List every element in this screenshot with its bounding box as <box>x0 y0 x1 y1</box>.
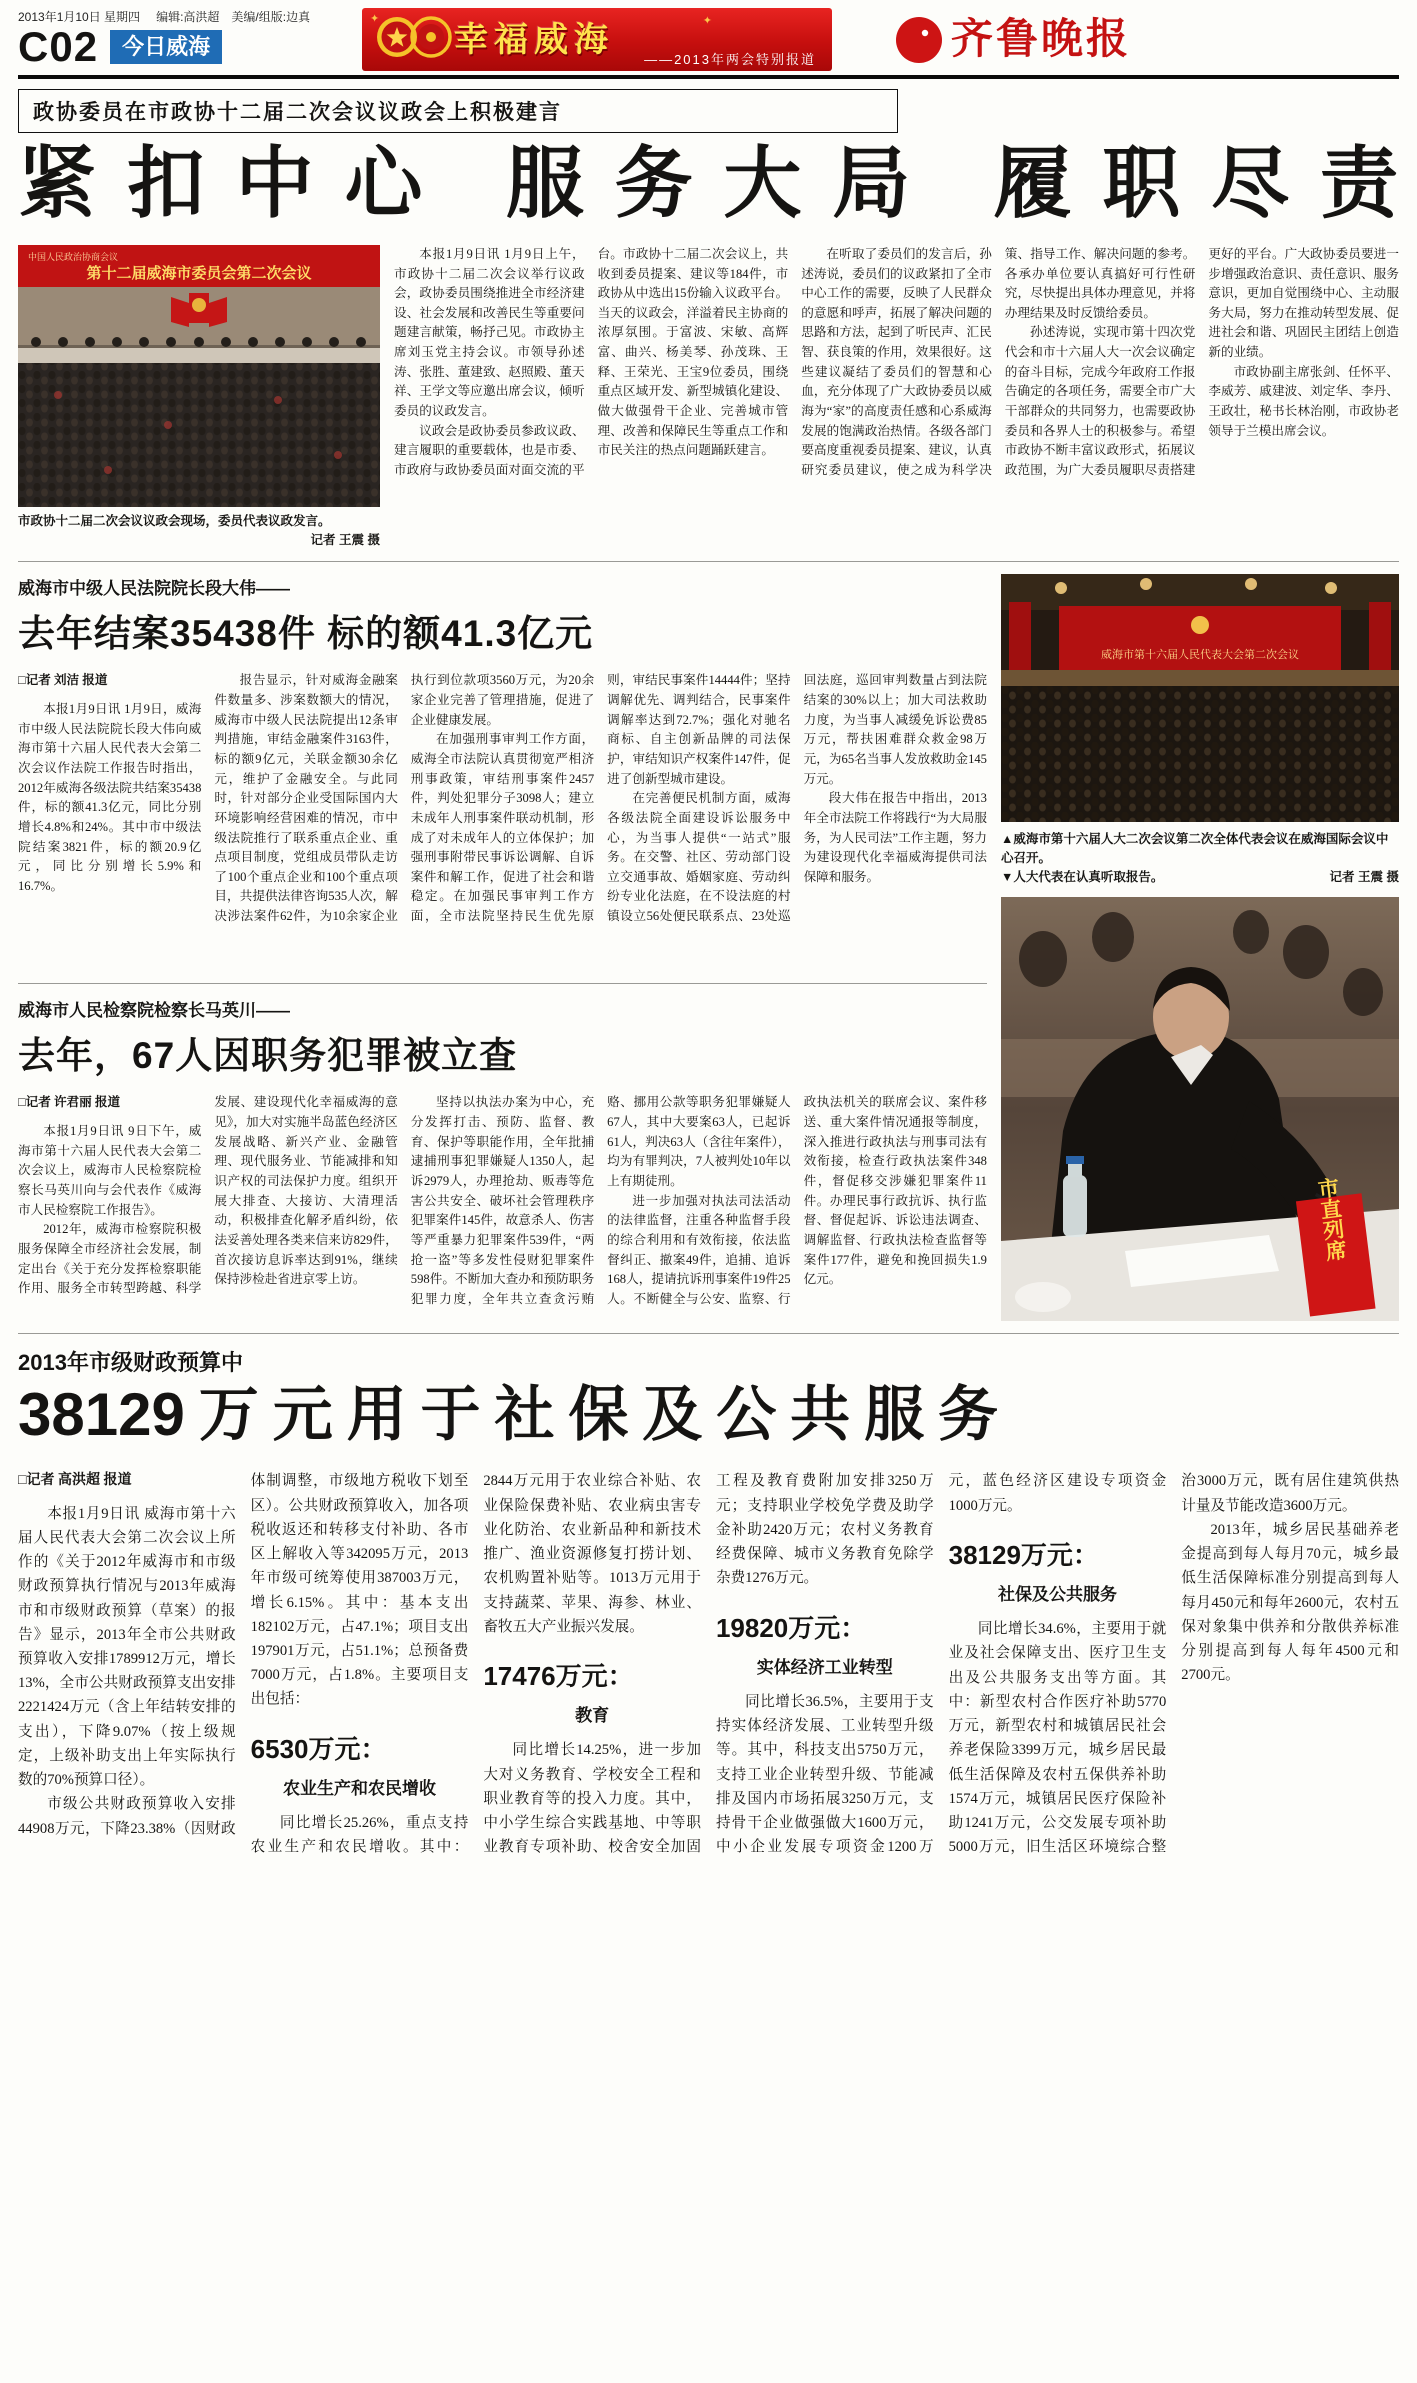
court-kicker: 威海市中级人民法院院长段大伟—— <box>18 579 290 599</box>
court-headline: 去年结案35438件 标的额41.3亿元 <box>18 613 594 655</box>
section-label: 今日威海 <box>110 30 222 64</box>
procuratorate-kicker: 威海市人民检察院检察长马英川—— <box>18 1001 290 1021</box>
budget-kicker: 2013年市级财政预算中 <box>18 1349 243 1375</box>
delegate-photo <box>1001 897 1399 1321</box>
sub-heading: 社保及公共服务 <box>997 1585 1117 1605</box>
section-divider <box>18 1333 1399 1334</box>
caption-text: 市政协十二届二次会议议政会现场，委员代表议政发言。 <box>18 513 331 528</box>
star-icon: ✦ <box>702 15 712 27</box>
procuratorate-article <box>18 996 987 1318</box>
masthead-left <box>18 8 348 71</box>
photo-credit: 记者 王震 摄 <box>310 532 380 547</box>
banner-emblems <box>376 16 444 58</box>
audience-crowd <box>18 363 380 507</box>
budget-article <box>18 1346 1399 2251</box>
banner-subtitle: ——2013年两会特别报道 <box>644 52 816 67</box>
body-paragraph: 本报1月9日讯 9日下午，威海市第十六届人民代表大会第二次会议上，威海市人民检察院检察长马英川向与会代表作《威海市人民检察院工作报告》。 <box>18 1124 202 1217</box>
body-paragraph: 在听取了委员们的发言后，孙述涛说，委员们的议政紧扣了全市中心工作的需要，反映了人民群众的意愿和呼声，拓展了解决问题的思路和方法，起到了听民声、汇民智、获良策的作用，效果很好。这些建议凝结了委员们的智慧和心血，充分体现了广大政协委员以威海为“家”的高度责任感和心系威海发展的饱满政治热情。各级各部门要高度重视委员提案、建议，认真研究委员建议，使之成为科学决策、指导工作、解决问题的参考。各承办单位要认真搞好可行性研究，尽快提出具体办理意见，并将办理结果及时反馈给委员。 <box>801 246 1196 477</box>
section-divider <box>18 983 987 984</box>
stage-banner-text: 威海市第十六届人民代表大会第二次会议 <box>1101 649 1299 662</box>
cppcc-session-photo <box>18 245 380 550</box>
npc-hall-photo-image <box>1001 574 1399 822</box>
body-paragraph: 本报1月9日讯 1月9日，威海市中级人民法院院长段大伟向威海市第十六届人民代表大会第二次会议作法院工作报告时指出，2012年威海各级法院共结案35438件，标的额41.3亿元，同比分别增长4.8%和24%。其中市中级法院结案3821件，标的额20.9亿元，同比分别增长5.9%和16.7%。 <box>18 702 202 893</box>
masthead-rule <box>18 75 1399 79</box>
delegate-photo-image <box>1001 897 1399 1321</box>
editors-credit: 编辑:高洪超 美编/组版:边真 <box>156 10 311 24</box>
budget-body-columns <box>18 1469 1399 1859</box>
logo-seal-icon <box>895 16 943 64</box>
byline: □记者 许君丽 报道 <box>18 1095 121 1110</box>
body-paragraph: 坚持以执法办案为中心，充分发挥打击、预防、监督、教育、保护等职能作用，全年批捕逮捕刑事犯罪嫌疑人1350人，起诉2979人，办理抢劫、贩毒等危害公共安全、破坏社会管理秩序犯罪案件145件，故意杀人、伤害等严重暴力犯罪案件539件，“两抢一盗”等多发性侵财犯罪案件598件。不断加大查办和预防职务犯罪力度，全年共立查贪污贿赂、挪用公款等职务犯罪嫌疑人67人，其中大要案63人，已起诉61人，判决63人（含往年案件），均为有罪判决，7人被判处10年以上有期徒刑。 <box>410 1095 791 1306</box>
sub-heading: 19820万元： <box>715 1612 867 1643</box>
body-paragraph: 市级公共财政预算收入安排44908万元，下降23.38%（因财政体制调整，市级地方税收下划至区）。公共财政预算收入，加各项税收返还和转移支付补助、各市区上解收入等342095万元，2013年市级可统筹使用387003万元，增长6.15%。其中：基本支出182102万元，占47.1%；项目支出197901万元，占51.1%；总预备费7000万元，占1.8%。主要项目支出包括： <box>18 1473 469 1837</box>
body-paragraph: 2013年，城乡居民基础养老金提高到每人每月70元，城乡最低生活保障标准分别提高到每人每月450元和每年2600元，农村五保对象集中供养和分散供养标准分别提高到每人每年4500元和2700元。 <box>1181 1521 1399 1684</box>
special-report-banner <box>362 8 832 71</box>
budget-headline: 38129万元用于社保及公共服务 <box>18 1380 998 1448</box>
dateline: 2013年1月10日 星期四 <box>18 10 141 24</box>
byline: □记者 刘洁 报道 <box>18 673 108 688</box>
body-paragraph: 报告显示，针对威海金融案件数量多、涉案数额大的情况，威海市中级人民法院提出12条审判措施，审结金融案件3163件，标的额9亿元，关联金额30余亿元，维护了金融安全。与此同时，针对部分企业受国际国内大环境影响经营困难的情况，市中级法院推行了联系重点企业、重点项目制度，党组成员带队走访了100个重点企业和100个重点项目，共提供法律咨询535人次，解决涉法案件62件，为10余家企业执行到位款项3560万元，为20余家企业完善了管理措施，促进了企业健康发展。 <box>214 673 595 924</box>
npc-hall-photo <box>1001 574 1399 822</box>
lead-headline: 紧扣中心 服务大局 履职尽责 <box>18 139 1399 227</box>
photo-banner-small: 中国人民政治协商会议 <box>28 251 119 262</box>
photo-caption-bottom: ▼人大代表在认真听取报告。 <box>1001 869 1164 884</box>
body-paragraph: 在加强刑事审判工作方面，威海全市法院认真贯彻宽严相济刑事政策，审结刑事案件2457件，判处犯罪分子3098人；建立未成年人刑事案件联动机制，形成了对未成年人的立体保护；加强刑事附带民事诉讼调解、自诉案件和解工作，促进了社会和谐稳定。在加强民事审判工作方面，全市法院坚持民生优先原则，审结民事案件14444件；坚持调解优先、调判结合，民事案件调解率达到72.7%；强化对驰名商标、自主创新品牌的司法保护，审结知识产权案件147件，促进了创新型城市建设。 <box>410 673 791 924</box>
banner-title: 幸福威海 <box>454 21 614 59</box>
procuratorate-body-columns <box>18 1093 987 1318</box>
body-paragraph: 孙述涛说，实现市第十四次党代会和市十六届人大一次会议确定的奋斗目标，完成今年政府工作报告确定的各项任务，需要全市广大干部群众的共同努力，也需要政协委员和各界人士的积极参与。希望市政协不断丰富议政形式，拓展议政范围，为广大委员履职尽责搭建更好的平台。广大政协委员要进一步增强政治意识、责任意识、服务意识，更加自觉围绕中心、主动服务大局，努力在推动转型发展、促进社会和谐、巩固民主团结上创造新的业绩。 <box>1004 246 1399 477</box>
right-photo-column <box>1001 574 1399 1320</box>
body-paragraph: 本报1月9日讯 1月9日上午，市政协十二届二次会议举行议政会，政协委员围绕推进全市经济建设、社会发展和改善民生等重要问题建言献策，畅抒己见。市政协主席刘玉党主持会议。市领导孙述涛、张胜、董建致、赵照殿、董天祥、王学文等应邀出席会议，倾听委员的议政发言。 <box>394 246 585 419</box>
sub-heading: 实体经济工业转型 <box>756 1657 893 1677</box>
placard-text: 市直列席 <box>1314 1175 1349 1262</box>
court-article <box>18 574 987 971</box>
body-paragraph: 进一步加强对执法司法活动的法律监督，注重各种监督手段的综合利用和有效衔接，依法监督纠正、撤案49件，追捕、追诉168人，提请抗诉刑事案件19件25人。不断健全与公安、监察、行政执法机关的联席会议、案件移送、重大案件情况通报等制度，深入推进行政执法与刑事司法有效衔接，检查行政执法案件348件，督促移交涉嫌犯罪案件11件。办理民事行政抗诉、执行监督、督促起诉、诉讼违法调查、调解监督、行政执法检查监督等案件177件，避免和挽回损失1.9亿元。 <box>607 1095 987 1306</box>
page-number: C02 <box>18 23 99 70</box>
body-paragraph: 议政会是政协委员参政议政、建言履职的重要载体，也是市委、市政府与政协委员面对面交流的平台。市政协十二届二次会议上，共收到委员提案、建议等184件，市政协从中选出15份输入议政平台。当天的议政会，洋溢着民主协商的浓厚氛围。于富波、宋敏、高辉富、曲兴、杨美琴、孙茂珠、王释、王荣光、王宝9位委员，围绕重点区域开发、新型城镇化建设、做大做强骨干企业、完善城市管理、改善和保障民生等重点工作和市民关注的热点问题踊跃建言。 <box>394 246 789 477</box>
cppcc-session-photo-image <box>18 245 380 507</box>
newspaper-name: 齐鲁晚报 <box>950 16 1131 63</box>
byline: □记者 高洪超 报道 <box>18 1473 132 1489</box>
lead-kicker: 政协委员在市政协十二届二次会议议政会上积极建言 <box>18 89 898 133</box>
body-paragraph: 同比增长14.25%，进一步加大对义务教育、学校安全工程和职业教育等的投入力度。其中，中小学生综合实践基地、中等职业教育专项补助、校舍安全加固工程及教育费附加安排3250万元；支持职业学校免学费及助学金补助2420万元；农村义务教育经费保障、城市义务教育免除学杂费1276万元。 <box>483 1473 934 1856</box>
newspaper-logo <box>846 8 1131 71</box>
body-paragraph: 同比增长36.5%，主要用于支持实体经济发展、工业转型升级等。其中，科技支出5750万元，支持工业企业转型升级、节能减排及国内市场拓展3250万元，支持骨干企业做强做大1600万元，中小企业发展专项资金1200万元，蓝色经济区建设专项资金1000万元。 <box>715 1473 1167 1856</box>
cppcc-emblem-icon <box>410 16 452 58</box>
body-paragraph: 段大伟在报告中指出，2013年全市法院工作将践行“为大局服务，为人民司法”工作主题，努力为建设现代化幸福威海提供司法保障和服务。 <box>803 791 987 884</box>
photo-captions <box>1001 830 1399 886</box>
lead-photo-caption <box>18 512 380 550</box>
sub-heading: 6530万元： <box>250 1733 387 1764</box>
body-paragraph: 市政协副主席张剑、任怀平、李威芳、戚建波、刘定华、李丹、王政壮，秘书长林治刚，市政协老领导于兰模出席会议。 <box>1208 364 1399 438</box>
photo-caption-top: ▲威海市第十六届人大二次会议第二次全体代表会议在威海国际会议中心召开。 <box>1001 832 1389 866</box>
procuratorate-headline: 去年，67人因职务犯罪被立查 <box>18 1035 518 1077</box>
sub-heading: 农业生产和农民增收 <box>282 1778 436 1798</box>
body-paragraph: 本报1月9日讯 威海市第十六届人民代表大会第二次会议上所作的《关于2012年威海市和市级财政预算执行情况与2013年威海市和市级财政预算（草案）的报告》显示，2013年全市公共财政预算收入安排1789912万元，增长13%，全市公共财政预算支出安排2221424万元（含上年结转安排的支出），下降9.07%（按上级规定，上级补助支出上年实际执行数的70%预算口径）。 <box>18 1505 236 1789</box>
star-icon: ✦ <box>370 13 380 25</box>
photo-credit: 记者 王震 摄 <box>1329 869 1399 884</box>
body-paragraph: 同比增长34.6%，主要用于就业及社会保障支出、医疗卫生支出及公共服务支出等方面。其中：新型农村合作医疗补助5770万元，新型农村和城镇居民社会养老保险3399万元，城乡居民最低生活保障及农村五保供养补助1574万元，城镇居民医疗保险补助1241万元，公交发展专项补助5000万元，旧生活区环境综合整治3000万元，既有居住建筑供热计量及节能改造3600万元。 <box>948 1473 1399 1856</box>
delegates-crowd <box>1001 686 1399 822</box>
lead-body-columns <box>394 245 1399 550</box>
masthead <box>18 8 1399 71</box>
sub-heading: 教育 <box>575 1706 610 1726</box>
teacup <box>1015 1282 1071 1312</box>
body-paragraph: 2012年，威海市检察院积极服务保障全市经济社会发展，制定出台《关于充分发挥检察职能作用、服务全市转型跨越、科学发展、建设现代化幸福威海的意见》，加大对实施半岛蓝色经济区发展战略、新兴产业、金融管理、现代服务业、节能减排和知识产权的司法保护力度。组织开展大排查、大接访、大清理活动，积极排查化解矛盾纠纷，依法妥善处理各类来信来访829件，首次接访息诉率达到91%，继续保持涉检赴省进京零上访。 <box>18 1095 398 1296</box>
court-body-columns <box>18 671 987 971</box>
body-paragraph: 同比增长25.26%，重点支持农业生产和农民增收。其中：2844万元用于农业综合补贴、农业保险保费补贴、农业病虫害专业化防治、农业新品种和新技术推广、渔业资源修复打捞计划、农机购置补贴等。1013万元用于支持蔬菜、苹果、海参、林业、畜牧五大产业振兴发展。 <box>250 1473 701 1856</box>
sub-heading: 38129万元： <box>948 1539 1099 1570</box>
body-paragraph: 在完善便民机制方面，威海各级法院全面建设诉讼服务中心，为当事人提供“一站式”服务。在交警、社区、劳动部门设立交通事故、婚姻家庭、劳动纠纷专业化法庭，在不设法庭的村镇设立56处便民联系点、23处巡回法庭，巡回审判数量占到法院结案的30%以上；加大司法救助力度，为当事人减缓免诉讼费85万元，帮扶困难群众救金98万元，为65名当事人发放救助金145万元。 <box>607 673 987 924</box>
sub-heading: 17476万元： <box>483 1660 634 1691</box>
lead-article <box>18 89 1399 549</box>
photo-banner-main: 第十二届威海市委员会第二次会议 <box>86 265 312 282</box>
section-divider <box>18 561 1399 562</box>
